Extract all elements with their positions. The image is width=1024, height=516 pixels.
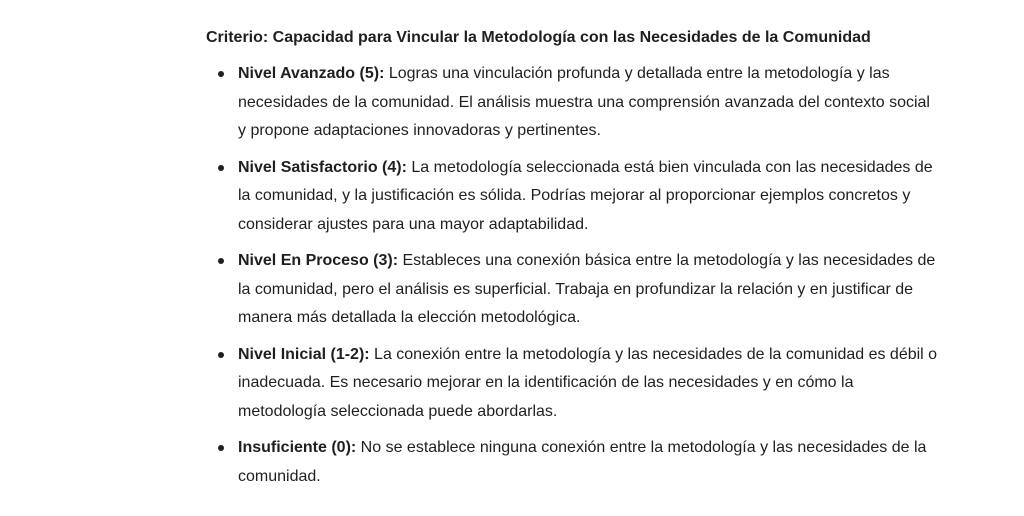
bullet-icon (218, 165, 224, 171)
level-description: La metodología seleccionada está bien vinculada con las necesidades de la comunidad, y la justificación es sólida. Podrías mejorar al proporcionar ejemplos concretos y considerar ajustes para una mayor adaptabilidad. (238, 158, 933, 233)
level-description: Logras una vinculación profunda y detallada entre la metodología y las necesidades de la comunidad. El análisis muestra una comprensión avanzada del contexto social y propone adaptaciones innovadoras y pertinentes. (238, 65, 930, 139)
level-label: Insuficiente (0): (238, 439, 357, 456)
bullet-icon (218, 352, 224, 358)
level-item-advanced (206, 60, 938, 146)
bullet-icon (218, 258, 224, 264)
criterion-heading: Criterio: Capacidad para Vincular la Metodología con las Necesidades de la Comunidad (206, 29, 871, 46)
rubric-content (206, 24, 946, 499)
level-label: Nivel En Proceso (3): (238, 252, 399, 269)
bullet-icon (218, 71, 224, 77)
bullet-icon (218, 445, 224, 451)
level-item-in-progress (206, 247, 938, 333)
level-label: Nivel Inicial (1-2): (238, 345, 370, 363)
level-item-initial (206, 341, 938, 427)
level-description: Estableces una conexión básica entre la metodología y las necesidades de la comunidad, pero el análisis es superficial. Trabaja en profundizar la relación y en justificar de manera más detallada la elección metodológica. (238, 252, 936, 326)
level-list (206, 60, 946, 491)
level-description: La conexión entre la metodología y las necesidades de la comunidad es débil o inadecuada. Es necesario mejorar en la identificación de las necesidades y en cómo la metodología seleccionada puede abordarlas. (238, 345, 938, 420)
level-label: Nivel Avanzado (5): (238, 65, 385, 82)
level-label: Nivel Satisfactorio (4): (238, 158, 407, 176)
level-description: No se establece ninguna conexión entre la metodología y las necesidades de la comunidad. (238, 439, 927, 485)
level-item-insufficient (206, 434, 938, 491)
level-item-satisfactory (206, 154, 938, 240)
